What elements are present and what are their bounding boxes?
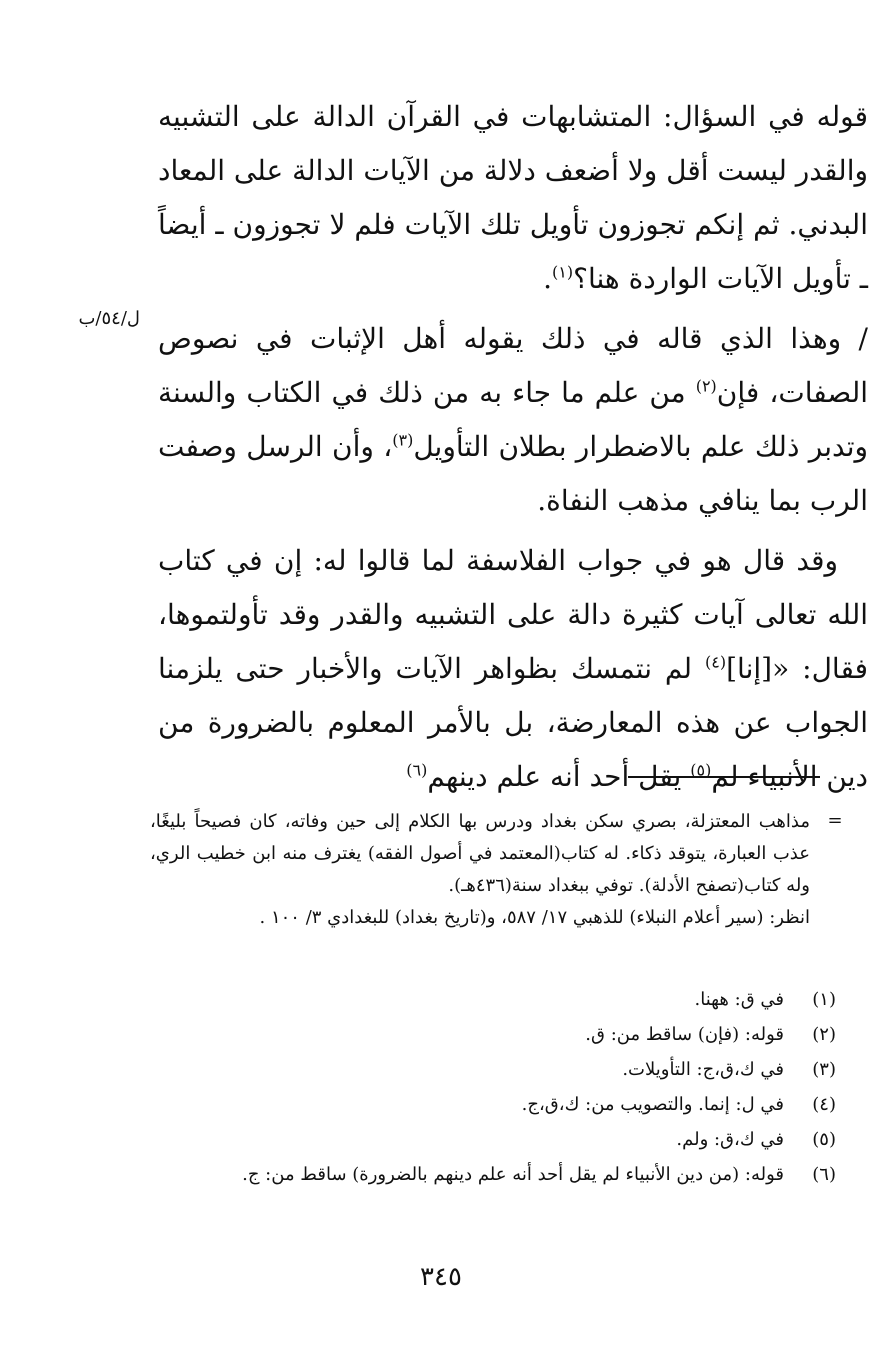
footnote-separator	[628, 776, 820, 778]
footnote-text: في ك،ق،ج: التأويلات.	[622, 1059, 784, 1080]
paragraph-text: قوله في السؤال: المتشابهات في القرآن الدالة على التشبيه والقدر ليست أقل ولا أضعف دلالة من الآيات الدالة على المعاد البدني. ثم إنكم تجوزون تأويل تلك الآيات فلم لا تجوزون ـ أيضاً ـ تأويل الآيات الواردة هنا؟	[158, 100, 869, 295]
footnote-item	[150, 1122, 836, 1157]
footnote-continuation-text: مذاهب المعتزلة، بصري سكن بغداد ودرس بها الكلام إلى حين وفاته، كان فصيحاً بليغًا، عذب العبارة، يتوقد ذكاء. له كتاب(المعتمد في أصول الفقه) يغترف منه ابن خطيب الري، وله كتاب(تصفح الأدلة). توفي ببغداد سنة(٤٣٦هـ).	[150, 811, 810, 896]
footnote-text: قوله: (فإن) ساقط من: ق.	[585, 1024, 784, 1045]
footnote-continuation-mark: =	[827, 810, 843, 831]
paragraph-3	[158, 534, 868, 804]
footnote-number: (١)	[812, 989, 836, 1010]
page-number: ٣٤٥	[420, 1262, 462, 1292]
footnote-text: في ك،ق: ولم.	[676, 1129, 784, 1150]
footnote-item	[150, 1052, 836, 1087]
footnote-number: (٤)	[812, 1094, 836, 1115]
footnote-number: (٢)	[812, 1024, 836, 1045]
footnote-ref-1[interactable]: (١)	[552, 262, 574, 282]
footnote-item	[150, 1017, 836, 1052]
footnote-number: (٥)	[812, 1129, 836, 1150]
footnote-item	[150, 1087, 836, 1122]
footnote-list	[150, 982, 836, 1192]
paragraph-text: يقل أحد أنه علم دينهم	[427, 760, 691, 793]
paragraph-text: .	[543, 262, 552, 295]
paragraph-1	[158, 90, 868, 306]
footnote-text: في ل: إنما. والتصويب من: ك،ق،ج.	[521, 1094, 784, 1115]
footnote-continuation	[150, 806, 810, 934]
footnote-text: قوله: (من دين الأنبياء لم يقل أحد أنه علم دينهم بالضرورة) ساقط من: ج.	[242, 1164, 784, 1185]
paragraph-text: لم نتمسك بظواهر الآيات والأخبار حتى يلزمنا الجواب عن هذه المعارضة، بل بالأمر المعلوم بالضرورة من دين الأنبياء لم	[158, 652, 868, 793]
footnote-text: في ق: ههنا.	[694, 989, 784, 1010]
footnote-ref-4[interactable]: (٤)	[705, 652, 727, 672]
paragraph-text: وقد قال هو في جواب الفلاسفة لما قالوا له: إن في كتاب الله تعالى آيات كثيرة دالة على التشبيه والقدر وقد تأولتموها، فقال: «[إنا]	[158, 544, 868, 685]
footnote-item	[150, 1157, 836, 1192]
paragraph-text: ، وأن الرسل وصفت الرب بما ينافي مذهب النفاة.	[158, 430, 868, 517]
footnote-item	[150, 982, 836, 1017]
footnote-ref-3[interactable]: (٣)	[392, 430, 414, 450]
paragraph-text: / وهذا الذي قاله في ذلك يقوله أهل الإثبات في نصوص الصفات، فإن	[158, 322, 868, 409]
footnote-ref-2[interactable]: (٢)	[695, 376, 717, 396]
footnote-number: (٣)	[812, 1059, 836, 1080]
paragraph-2	[158, 312, 868, 528]
main-text	[158, 90, 868, 810]
footnote-ref-6[interactable]: (٦)	[406, 760, 428, 780]
footnote-ref-5[interactable]: (٥)	[690, 760, 712, 780]
footnote-reference-text: انظر: (سير أعلام النبلاء) للذهبي ١٧/ ٥٨٧، و(تاريخ بغداد) للبغدادي ٣/ ١٠٠ .	[259, 907, 810, 928]
manuscript-folio-marker: ل/٥٤/ب	[78, 308, 140, 329]
paragraph-text: من علم ما جاء به من ذلك في الكتاب والسنة وتدبر ذلك علم بالاضطرار بطلان التأويل	[158, 376, 869, 463]
footnote-number: (٦)	[812, 1164, 836, 1185]
